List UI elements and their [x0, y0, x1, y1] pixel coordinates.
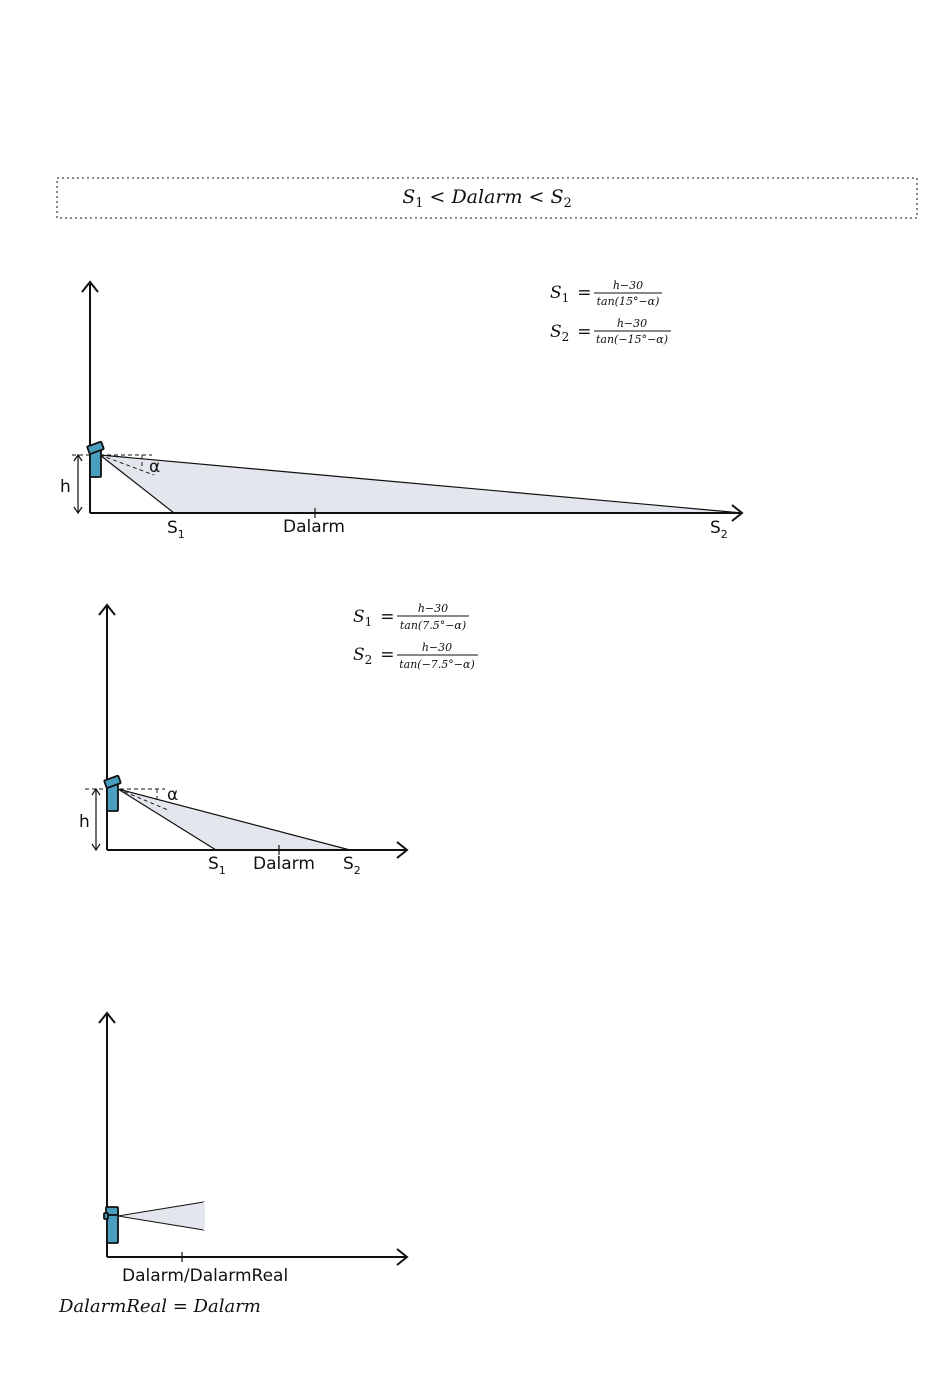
label-alpha: α [149, 457, 161, 477]
label-alpha-b: α [167, 785, 179, 805]
label-s2-b: $S_2$ [343, 854, 361, 877]
formula-s1-numerator: h−30 [612, 279, 644, 292]
formula-s2 [550, 317, 671, 346]
formula-s1-b [353, 602, 469, 632]
label-dalarm-real: Dalarm/DalarmReal [122, 1266, 289, 1286]
svg-text:S1=: $S_1$ = [550, 283, 592, 305]
svg-text:S1=: $S_1$ = [353, 607, 395, 629]
equation-dalarm-real: DalarmReal = Dalarm [59, 1296, 261, 1317]
formula-s2-b-numerator: h−30 [421, 641, 453, 654]
label-h-b: h [79, 812, 90, 832]
formula-s2-numerator: h−30 [616, 317, 648, 330]
formula-s2-b [353, 641, 478, 671]
formula-s1 [550, 279, 662, 308]
diagram-1 [60, 279, 742, 541]
svg-text:S2=: $S_2$ = [550, 322, 592, 344]
formula-s1-b-denominator: tan(7.5°−α) [399, 619, 467, 632]
label-dalarm: Dalarm [283, 517, 345, 537]
label-s2: $S_2$ [710, 518, 728, 541]
beam-cone [100, 455, 742, 513]
label-s1-b: $S_1$ [208, 854, 226, 877]
formula-s2-denominator: tan(−15°−α) [595, 333, 669, 346]
diagram-3 [58, 1013, 407, 1317]
formula-s1-denominator: tan(15°−α) [596, 295, 660, 308]
camera-icon [104, 1207, 118, 1243]
diagram-2 [79, 602, 478, 877]
beam-cone-b [118, 789, 350, 850]
condition-text: $S_1$ < Dalarm < $S_2$ [402, 186, 572, 211]
label-dalarm-b: Dalarm [253, 854, 315, 874]
formula-s2-b-denominator: tan(−7.5°−α) [399, 658, 475, 671]
label-s1: $S_1$ [167, 518, 185, 541]
beam-cone-c [118, 1202, 204, 1230]
camera-icon [87, 442, 104, 477]
camera-icon [104, 776, 121, 811]
label-h: h [60, 477, 71, 497]
svg-text:S2=: $S_2$ = [353, 645, 395, 667]
condition-box [57, 178, 917, 218]
formula-s1-b-numerator: h−30 [417, 602, 449, 615]
